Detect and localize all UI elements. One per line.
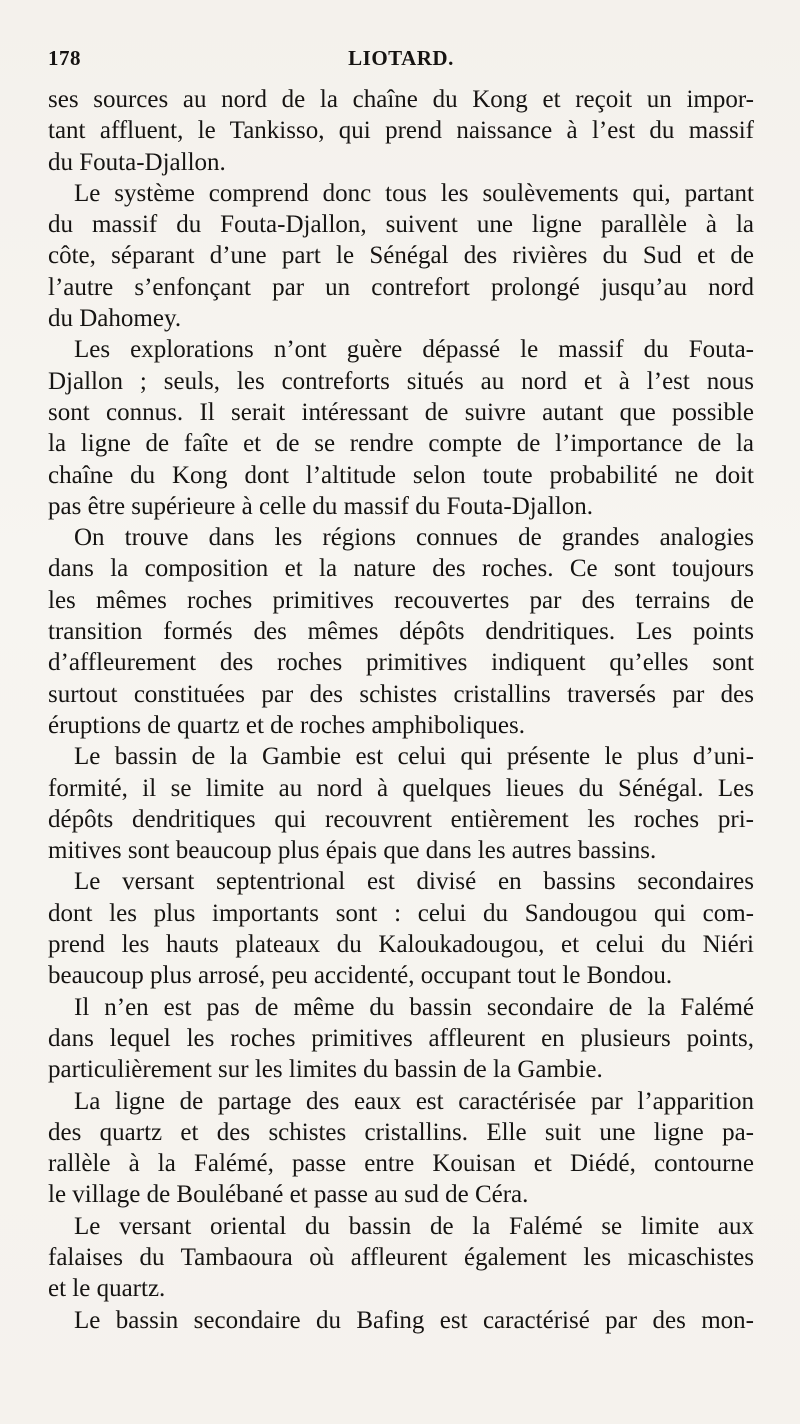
page-number: 178 <box>48 46 81 70</box>
text-line: dans lequel les roches primitives affleurent en plusieurs points, <box>48 1024 754 1052</box>
text-line: dont les plus importants sont : celui du Sandougou qui com- <box>48 899 754 927</box>
text-line: rallèle à la Falémé, passe entre Kouisan et Diédé, contourne <box>48 1150 754 1178</box>
text-line: les mêmes roches primitives recouvertes par des terrains de <box>48 586 754 614</box>
running-title: LIOTARD. <box>348 46 454 70</box>
text-line: du Dahomey. <box>48 305 182 333</box>
text-line: formité, il se limite au nord à quelques lieues du Sénégal. Les <box>48 774 754 802</box>
text-line: des quartz et des schistes cristallins. Elle suit une ligne pa- <box>48 1118 754 1146</box>
text-line: dans la composition et la nature des roches. Ce sont toujours <box>48 555 754 583</box>
text-line: du Fouta-Djallon. <box>48 148 226 176</box>
text-line: ses sources au nord de la chaîne du Kong et reçoit un impor- <box>48 86 754 113</box>
text-line: l’autre s’enfonçant par un contrefort prolongé jusqu’au nord <box>48 273 754 301</box>
text-line: et le quartz. <box>48 1275 166 1303</box>
text-line: sont connus. Il serait intéressant de suivre autant que possible <box>48 398 754 426</box>
text-line: Le versant oriental du bassin de la Falémé se limite aux <box>74 1212 754 1240</box>
text-line: chaîne du Kong dont l’altitude selon toute probabilité ne doit <box>48 461 754 489</box>
text-line: éruptions de quartz et de roches amphiboliques. <box>48 711 525 739</box>
text-line: particulièrement sur les limites du bassin de la Gambie. <box>48 1056 603 1084</box>
text-line: le village de Boulébané et passe au sud de Céra. <box>48 1181 529 1209</box>
text-line: transition formés des mêmes dépôts dendritiques. Les points <box>48 618 754 646</box>
text-line: Le système comprend donc tous les soulèvements qui, partant <box>74 179 754 207</box>
text-line: Les explorations n’ont guère dépassé le massif du Fouta- <box>74 336 754 364</box>
text-line: dépôts dendritiques qui recouvrent entièrement les roches pri- <box>48 805 754 833</box>
text-line: Il n’en est pas de même du bassin secondaire de la Falémé <box>74 993 754 1021</box>
text-line: Le bassin de la Gambie est celui qui présente le plus d’uni- <box>74 743 754 771</box>
text-line: falaises du Tambaoura où affleurent également les micaschistes <box>48 1243 754 1271</box>
text-line: tant affluent, le Tankisso, qui prend naissance à l’est du massif <box>48 117 754 145</box>
text-line: La ligne de partage des eaux est caractérisée par l’apparition <box>74 1087 754 1115</box>
text-line: pas être supérieure à celle du massif du Fouta-Djallon. <box>48 492 593 520</box>
page-header <box>48 46 754 76</box>
body-text <box>48 84 754 1336</box>
text-line: Le bassin secondaire du Bafing est caractérisé par des mon- <box>74 1306 754 1334</box>
text-line: la ligne de faîte et de se rendre compte de l’importance de la <box>48 430 754 458</box>
text-line: surtout constituées par des schistes cristallins traversés par des <box>48 680 754 708</box>
text-line: Djallon ; seuls, les contreforts situés au nord et à l’est nous <box>48 367 754 395</box>
text-line: beaucoup plus arrosé, peu accidenté, occupant tout le Bondou. <box>48 962 673 990</box>
text-line: mitives sont beaucoup plus épais que dans les autres bassins. <box>48 837 657 865</box>
text-line: côte, séparant d’une part le Sénégal des rivières du Sud et de <box>48 242 754 270</box>
text-line: d’affleurement des roches primitives indiquent qu’elles sont <box>48 649 754 677</box>
text-line: Le versant septentrional est divisé en bassins secondaires <box>74 868 754 896</box>
text-line: du massif du Fouta-Djallon, suivent une ligne parallèle à la <box>48 211 754 239</box>
text-line: On trouve dans les régions connues de grandes analogies <box>74 524 754 552</box>
text-line: prend les hauts plateaux du Kaloukadougou, et celui du Niéri <box>48 931 754 959</box>
